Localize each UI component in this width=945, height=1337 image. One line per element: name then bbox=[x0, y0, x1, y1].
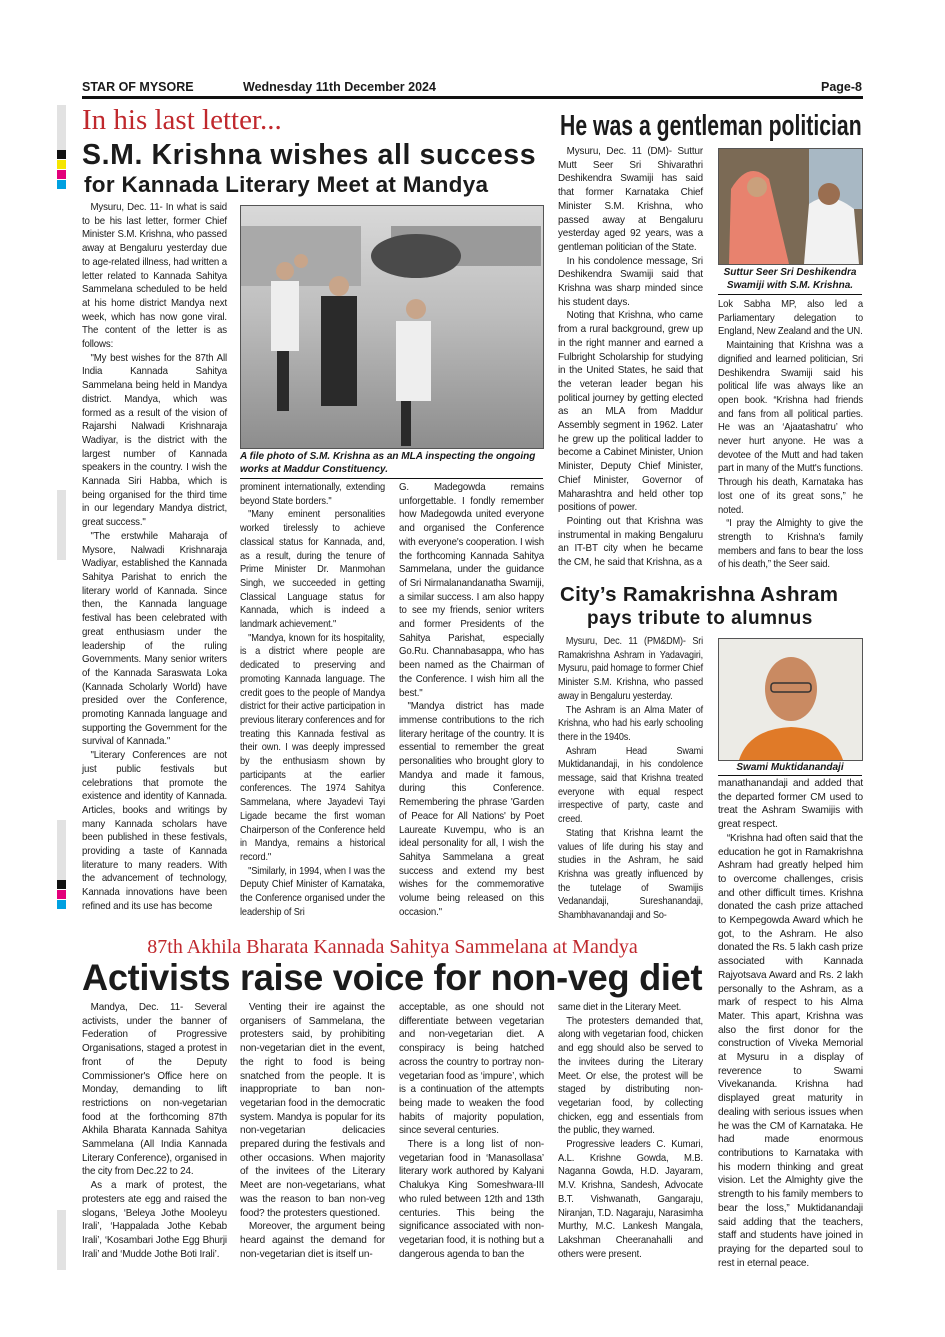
color-mark-cyan bbox=[57, 180, 66, 189]
story2-column-2 bbox=[718, 298, 863, 572]
caption-text: Swami Muktidanandaji bbox=[736, 762, 844, 773]
column-text bbox=[399, 481, 544, 920]
photo-illustration bbox=[719, 149, 862, 264]
column-text bbox=[240, 481, 385, 920]
paragraph: Venting their ire against the organisers of Sammelana, the protesters said, by prohibiting non-vegetarian diet in the event, the right to food is being snatched from the people. It is inappropriate to ban non-vegetarian food in the democratic system. Mandya is popular for its non-vegetarian delicacies prepared during the festivals and other occasions. When majority of the invitees of the Literary Meet are non-vegetarians, what was the reason to ban non-veg food? the protesters questioned. bbox=[240, 1002, 385, 1219]
print-registration-strip bbox=[57, 1210, 66, 1270]
paragraph: "Mandya district has made immense contributions to the rich literary heritage of the country. It is essential to remember the great personalities who brought glory to Mandya and made it famous, during this Conference. Remembering the phrase 'Garden of Peace for All Nations' by Poet Laureate Kuvempu, who is an ideal personality for all, I wish the Sahitya Sammelana a great success and extend my best wishes for the commemorative volume being released on this occasion." bbox=[399, 701, 544, 918]
paragraph: "The erstwhile Maharaja of Mysore, Nalwadi Krishnaraja Wadiyar, established the Kannada Sahitya Parishat to enrich the literary world of Kannada. Since then, the Kannada language festival has been celebrated with great enthusiasm under the leadership of the ruling Governments. Many senior writers of the Kannada Saraswata Loka (Kannada Scholarly World) have presided over the Conference, promoting Kannada language and supporting the Government for the survival of Kannada." bbox=[82, 530, 227, 748]
paragraph: Mysuru, Dec. 11 (PM&DM)- Sri Ramakrishna Ashram in Yadavagiri, Mysuru, paid homage to former Chief Minister S.M. Krishna, who passed away in Bengaluru yesterday. bbox=[558, 636, 703, 702]
story4-headline: Activists raise voice for non-veg diet bbox=[82, 957, 703, 998]
color-mark-black bbox=[57, 880, 66, 889]
story3-column-2 bbox=[718, 777, 863, 1270]
column-text bbox=[558, 145, 703, 570]
paragraph: Maintaining that Krishna was a dignified and learned politician, Sri Deshikendra Swamiji said his political life was always like an open book. “Krishna had friends and fans from all political parties. He was an ‘Ajaatashatru’ who never hurt anyone. He was a devotee of the Mutt and had taken part in many of the Mutt's functions. Through his death, Karnataka has lost one of its great sons,” he noted. bbox=[718, 340, 863, 516]
story1-column-1 bbox=[82, 201, 227, 914]
paper-name: STAR OF MYSORE bbox=[82, 80, 194, 94]
paragraph: The protesters demanded that, along with vegetarian food, chicken and egg should also be served to the invitees during the Literary Meet. Or else, the protest will be staged by distributing non-vegetarian food, by collecting chicken, egg and essentials from the public, they warned. bbox=[558, 1015, 703, 1137]
story4-column-4 bbox=[558, 1001, 703, 1261]
caption-text: Suttur Seer Sri Deshikendra Swamiji with S.M. Krishna. bbox=[723, 267, 857, 291]
column-text bbox=[718, 777, 863, 1270]
paragraph: Moreover, the argument being heard against the demand for non-vegetarian diet is itself un- bbox=[240, 1221, 385, 1260]
story2-photo-caption bbox=[718, 266, 862, 295]
paragraph: There is a long list of non-vegetarian food in ‘Manasollasa’ literary work authored by Kalyani Chalukya King Someshwara-III who ruled between 12th and 13th centuries. This being the significance associated with non-vegetarian food, it is nothing but a dangerous agenda to ban the bbox=[399, 1139, 544, 1260]
column-text bbox=[240, 1001, 385, 1261]
paragraph: Pointing out that Krishna was instrumental in making Bengaluru an IT-BT city when he became the CM, he said that Krishna, as a bbox=[558, 515, 703, 569]
paragraph: “I pray the Almighty to give the strength to Krishna's family members and fans to bear the loss of his death,” the Seer said. bbox=[718, 518, 863, 571]
masthead-rule bbox=[82, 96, 863, 99]
story3-column-1 bbox=[558, 635, 703, 923]
paragraph: manathanandaji and added that the departed former CM used to treat the Ashram Swamijis with great respect. bbox=[718, 778, 863, 831]
print-registration-strip bbox=[57, 490, 66, 560]
story4-kicker: 87th Akhila Bharata Kannada Sahitya Sammelana at Mandya bbox=[147, 936, 638, 958]
paragraph: “Krishna had often said that the education he got in Ramakrishna Ashram had greatly helped him to overcome challenges, crisis and other difficult times. Krishna donated the cash prize attached to Kempegowda Award which he got, to the Ashram. He also donated the Rs. 5 lakh cash prize associated with Kannada Rajyotsava Award and Rs. 2 lakh personally to the Ashram, as a mark of respect to his Alma Mater. This apart, Krishna was also the first donor for the construction of Viveka Memorial at Mysuru in a display of reverence to Swami Vivekananda. Krishna had displayed great maturity in dealing with serious issues when he was the CM of Karnataka. He had made enormous contributions to Karnataka with his modern thinking and great vision. Let the Almighty give the strength to his family members to bear the loss,” Muktidanandaji said adding that the teachers, staff and students have joined in praying for the departed soul to rest in eternal peace. bbox=[718, 832, 863, 1269]
photo-illustration bbox=[241, 206, 543, 448]
story2-column-1 bbox=[558, 145, 703, 570]
story1-photo-caption bbox=[240, 450, 543, 479]
paragraph: Stating that Krishna learnt the values of life during his stay and studies in the Ashram, he said Krishna was greatly influenced by the tutelage of Swamijis Vedanandaji, Sureshanandaji, Shambhavanandaji and So- bbox=[558, 827, 703, 922]
story3-headline: City’s Ramakrishna Ashram bbox=[560, 583, 839, 606]
color-mark-magenta bbox=[57, 170, 66, 179]
column-text bbox=[82, 1001, 227, 1261]
story1-column-2 bbox=[240, 481, 385, 920]
issue-date: Wednesday 11th December 2024 bbox=[243, 80, 436, 94]
story4-column-1 bbox=[82, 1001, 227, 1261]
story3-photo-caption bbox=[718, 761, 862, 776]
column-text bbox=[558, 1001, 703, 1261]
paragraph: Mysuru, Dec. 11- In what is said to be his last letter, former Chief Minister S.M. Krishna, who passed away at Bengaluru yesterday due to age-related illness, had written a letter related to Kannada Sahitya Sammelana scheduled to be held at his home district Mandya next week, which has now gone viral. The content of the letter is as follows: bbox=[82, 202, 227, 351]
photo-illustration bbox=[719, 639, 862, 760]
paragraph: Mandya, Dec. 11- Several activists, under the banner of Federation of Progressive Organisations, staged a protest in front of the Deputy Commissioner's Office here on Monday, demanding to lift restrictions on non-vegetarian food at the forthcoming 87th Akhila Bharata Kannada Sahitya Sammelana (All India Kannada Literary Conference), organised in the city from Dec.22 to 24. bbox=[82, 1002, 227, 1178]
paragraph: "Similarly, in 1994, when I was the Deputy Chief Minister of Karnataka, the Conference organised under the leadership of Sri bbox=[240, 865, 385, 918]
story1-column-3 bbox=[399, 481, 544, 920]
paragraph: Ashram Head Swami Muktidanandaji, in his condolence message, said that Krishna treated everyone with equal respect irrespective of party, caste and creed. bbox=[558, 745, 703, 826]
swami-muktidanandaji-photo bbox=[718, 638, 863, 761]
paragraph: "Many eminent personalities worked tirelessly to achieve classical status for Kannada, and, as a result, during the tenure of Prime Minister Dr. Manmohan Singh, we succeeded in getting Classical Language status for Kannada, which is indeed a landmark achievement." bbox=[240, 509, 385, 631]
paragraph: In his condolence message, Sri Deshikendra Swamiji said that Krishna was sharp minded since his student days. bbox=[558, 255, 703, 308]
story1-kicker: In his last letter... bbox=[82, 104, 282, 136]
color-mark-magenta bbox=[57, 890, 66, 899]
krishna-mla-file-photo bbox=[240, 205, 544, 449]
print-registration-strip bbox=[57, 105, 66, 150]
paragraph: prominent internationally, extending beyond State borders." bbox=[240, 482, 385, 507]
column-text bbox=[399, 1001, 544, 1261]
paragraph: Mysuru, Dec. 11 (DM)- Suttur Mutt Seer Sri Shivarathri Deshikendra Swamiji has said that former Karnataka Chief Minister S.M. Krishna, who passed away at Bengaluru yesterday aged 92 years, was a gentleman politician of the State. bbox=[558, 146, 703, 253]
color-mark-cyan bbox=[57, 900, 66, 909]
story1-subheadline: for Kannada Literary Meet at Mandya bbox=[84, 172, 489, 197]
seer-with-krishna-photo bbox=[718, 148, 863, 265]
column-text bbox=[718, 298, 863, 572]
story1-headline: S.M. Krishna wishes all success bbox=[82, 139, 537, 171]
paragraph: Lok Sabha MP, also led a Parliamentary delegation to England, New Zealand and the UN. bbox=[718, 299, 863, 338]
page-number: Page-8 bbox=[821, 80, 862, 94]
paragraph: same diet in the Literary Meet. bbox=[558, 1002, 682, 1013]
print-registration-strip bbox=[57, 820, 66, 880]
story2-headline: He was a gentleman politician bbox=[560, 110, 862, 142]
paragraph: "My best wishes for the 87th All India Kannada Sahitya Sammelana being held in Mandya district. Mandya, which was formed as a result of the vision of Rajarshi Nalwadi Krishnaraja Wadiyar, is the district with the largest number of Kannada speakers in the country. I wish the Kannada Siri Habba, which is being organised for the third time in our legendary Mandya district, great success." bbox=[82, 352, 227, 529]
color-mark-black bbox=[57, 150, 66, 159]
story3-subheadline: pays tribute to alumnus bbox=[587, 608, 813, 629]
story4-column-3 bbox=[399, 1001, 544, 1261]
caption-text: A file photo of S.M. Krishna as an MLA inspecting the ongoing works at Maddur Constituency. bbox=[240, 451, 536, 475]
paragraph: Noting that Krishna, who came from a rural background, grew up in the right manner and earned a Fulbright Scholarship for studying in the United States, he said that the veteran leader began his political journey by getting elected as an MLA from Maddur Assembly segment in 1962. Later he grew up the political ladder to become a Cabinet Minister, Union Minister, Deputy Chief Minister, Chief Minister, Governor of Maharashtra and held other top positions of power. bbox=[558, 310, 703, 514]
paragraph: The Ashram is an Alma Mater of Krishna, who had his early schooling there in the 1940s. bbox=[558, 704, 703, 743]
story4-column-2 bbox=[240, 1001, 385, 1261]
column-text bbox=[558, 635, 703, 923]
paragraph: "Mandya, known for its hospitality, is a district where people are dedicated to preserving and promoting Kannada language. The credit goes to the people of Mandya district for their active participation in previous literary conferences and for treating this Kannada festival as their own. I was deeply impressed by the enthusiasm shown by participants at the earlier conferences. The 1974 Sahitya Sammelana, where Jayadevi Tayi Ligade became the first woman Chairperson of the Conference held in Mandya, remains a historical record." bbox=[240, 632, 385, 863]
paragraph: As a mark of protest, the protesters ate egg and raised the slogans, ‘Beleya Jothe Mooleyu Irali’, ‘Happalada Jothe Kebab Irali’, ‘Kosambari Jothe Egg Bhurji Irali’ and ‘Mudde Jothe Boti Irali’. bbox=[82, 1180, 227, 1260]
paragraph: "Literary Conferences are not just public festivals but celebrations that promote the existence and identity of Kannada. Articles, books and writings by many Kannada scholars have been published in these festivals, providing a taste of Kannada literature to many readers. With the advancement of technology, Kannada innovations have been refined and its use has become bbox=[82, 750, 227, 912]
paragraph: Progressive leaders C. Kumari, A.L. Krishne Gowda, M.B. Naganna Gowda, H.D. Jayaram, M.V. Krishna, Sandesh, Advocate B.T. Vishwanath, Gangaraju, Niranjan, T.D. Nagaraju, Narasimha Murthy, M.C. Lankesh Mangala, Lakshman Cheeranahalli and others were present. bbox=[558, 1139, 703, 1260]
paragraph: acceptable, as one should not differentiate between vegetarian and non-vegetarian diet. A conspiracy is being hatched across the country to portray non-vegetarian food as ‘impure’, which is a continuation of the attempts being made to weaken the food habits of majority population, since several centuries. bbox=[399, 1002, 544, 1137]
column-text bbox=[82, 201, 227, 914]
paragraph: G. Madegowda remains unforgettable. I fondly remember how Madegowda united everyone and organised the Conference with everyone's cooperation. I wish the forthcoming Kannada Sahitya Sammelana, under the guidance of Sri Nirmalanandanatha Swamiji, a similar success. I am also happy to see my friends, senior writers and former Presidents of the Sahitya Parishat, especially Go.Ru. Channabasappa, who has been named as the Chairman of the Conference. I wish him all the best." bbox=[399, 482, 544, 699]
color-mark-yellow bbox=[57, 160, 66, 169]
